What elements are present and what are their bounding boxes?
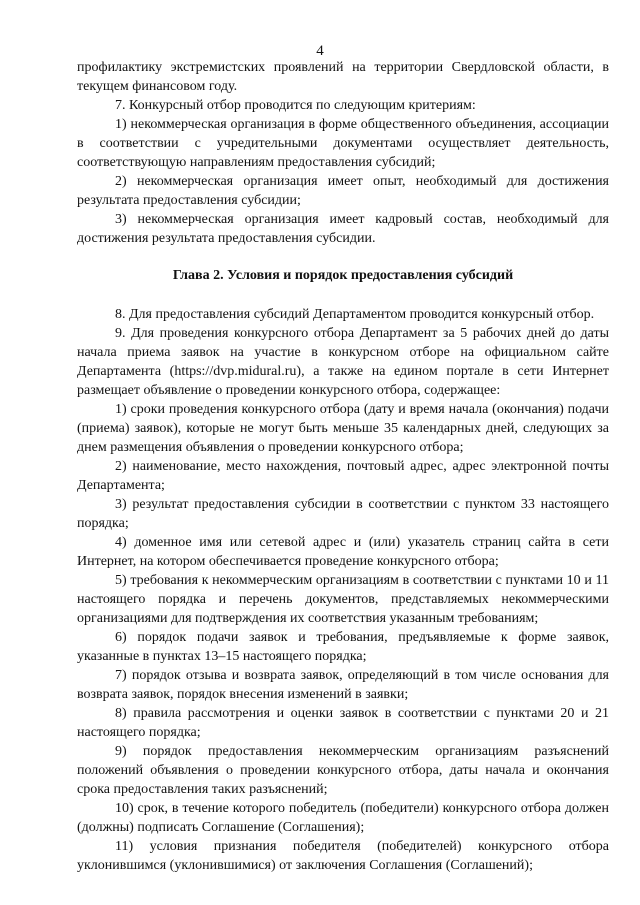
- item-4: 4) доменное имя или сетевой адрес и (или) указатель страниц сайта в сети Интернет, на котором обеспечивается проведение конкурсного отбора;: [77, 535, 609, 569]
- item-5: 5) требования к некоммерческим организациям в соответствии с пунктами 10 и 11 настоящего порядка и перечень документов, представляемых некоммерческими организациями для подтверждения их соответствия указанным требованиям;: [77, 573, 609, 626]
- item-2: 2) наименование, место нахождения, почтовый адрес, адрес электронной почты Департамента;: [77, 459, 609, 493]
- item-7: 7) порядок отзыва и возврата заявок, определяющий в том числе основания для возврата заявок, порядок внесения изменений в заявки;: [77, 668, 609, 702]
- paragraph-7: 7. Конкурсный отбор проводится по следующим критериям:: [115, 98, 476, 113]
- item-8: 8) правила рассмотрения и оценки заявок в соответствии с пунктами 20 и 21 настоящего порядка;: [77, 706, 609, 740]
- paragraph-8: 8. Для предоставления субсидий Департаментом проводится конкурсный отбор.: [115, 307, 595, 322]
- item-3: 3) результат предоставления субсидии в соответствии с пунктом 33 настоящего порядка;: [77, 497, 609, 531]
- criterion-1: 1) некоммерческая организация в форме общественного объединения, ассоциации в соответствии с учредительными документами осуществляет деятельность, соответствующую направлениям предоставления субсидий;: [77, 117, 609, 170]
- item-1: 1) сроки проведения конкурсного отбора (дату и время начала (окончания) подачи (приема) заявок), которые не могут быть меньше 35 календарных дней, следующих за днем размещения объявления о проведении конкурсного отбора;: [77, 402, 609, 455]
- item-10: 10) срок, в течение которого победитель (победители) конкурсного отбора должен (должны) подписать Соглашение (Соглашения);: [77, 801, 609, 835]
- paragraph-9: 9. Для проведения конкурсного отбора Департамент за 5 рабочих дней до даты начала приема заявок на участие в конкурсном отборе на официальном сайте Департамента (https://dvp.midural.ru), а также на едином портале в сети Интернет размещает объявление о проведении конкурсного отбора, содержащее:: [77, 326, 609, 398]
- criterion-2: 2) некоммерческая организация имеет опыт, необходимый для достижения результата предоставления субсидии;: [77, 174, 609, 208]
- item-6: 6) порядок подачи заявок и требования, предъявляемые к форме заявок, указанные в пунктах 13–15 настоящего порядка;: [77, 630, 609, 664]
- criterion-3: 3) некоммерческая организация имеет кадровый состав, необходимый для достижения результата предоставления субсидии.: [77, 212, 609, 246]
- chapter-heading: Глава 2. Условия и порядок предоставления субсидий: [172, 268, 514, 283]
- item-9: 9) порядок предоставления некоммерческим организациям разъяснений положений объявления о проведении конкурсного отбора, даты начала и окончания срока предоставления таких разъяснений;: [77, 744, 609, 797]
- item-11: 11) условия признания победителя (победителей) конкурсного отбора уклонившимся (уклонившимися) от заключения Соглашения (Соглашений);: [77, 839, 609, 873]
- paragraph-continuation: профилактику экстремистских проявлений на территории Свердловской области, в текущем финансовом году.: [77, 60, 609, 94]
- page-number: 4: [316, 43, 324, 59]
- document-body: [77, 58, 609, 875]
